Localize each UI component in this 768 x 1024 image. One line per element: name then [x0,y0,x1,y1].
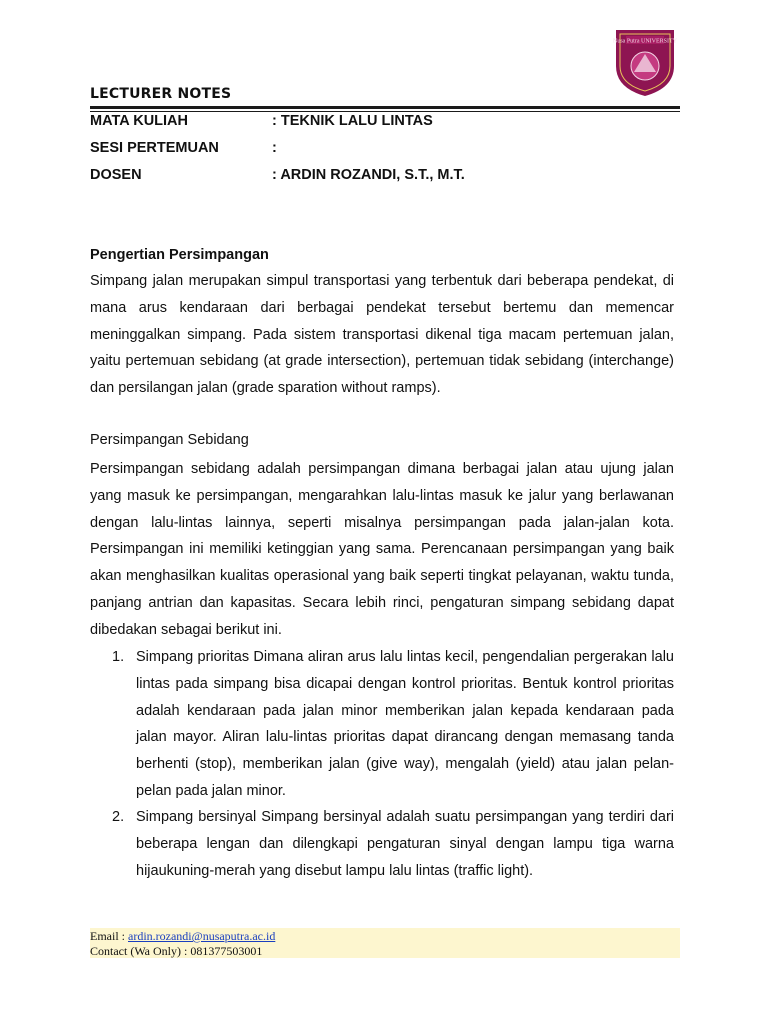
header-divider-thick [90,106,680,109]
university-logo-icon [612,26,678,98]
section-title: Pengertian Persimpangan [90,247,269,263]
paragraph-intro: Simpang jalan merupakan simpul transportasi yang terbentuk dari beberapa pendekat, di mana arus kendaraan dari berbagai pendekat tersebut bertemu dan memencar meninggalkan simpang. Pada sistem transportasi dikenal tiga macam pertemuan jalan, yaitu pertemuan sebidang (at grade intersection), pertemuan tidak sebidang (interchange) dan persilangan jalan (grade sparation without ramps). [90,273,674,397]
list-item [90,644,674,805]
list-text: Simpang bersinyal Simpang bersinyal adalah suatu persimpangan yang terdiri dari beberapa lengan dan dilengkapi pengaturan sinyal dengan lampu tiga warna hijaukuning-merah yang disebut lampu lalu lintas (traffic light). [136,809,674,879]
subheading: Persimpangan Sebidang [90,432,249,448]
email-label: Email : [90,929,128,943]
paragraph-sebidang: Persimpangan sebidang adalah persimpangan dimana berbagai jalan atau ujung jalan yang masuk ke persimpangan, mengarahkan lalu-lintas masuk ke jalur yang berlawanan dengan lalu-lintas lainnya, seperti misalnya persimpangan pada jalan-jalan kota. Persimpangan ini memiliki ketinggian yang sama. Perencanaan persimpangan yang baik akan menghasilkan kualitas operasional yang baik seperti tingkat pelayanan, waktu tunda, panjang antrian dan kapasitas. Secara lebih rinci, pengaturan simpang sebidang dapat dibedakan sebagai berikut ini. [90,461,674,638]
footer-contact: Contact (Wa Only) : 081377503001 [90,943,263,958]
meta-label: DOSEN [90,167,142,183]
list-number: 1. [112,649,125,665]
meta-value: : [272,140,277,156]
document-type-title: LECTURER NOTES [90,86,232,102]
meta-value: : ARDIN ROZANDI, S.T., M.T. [272,167,465,183]
list-text: Simpang prioritas Dimana aliran arus lalu lintas kecil, pengendalian pergerakan lalu lintas pada simpang bisa dicapai dengan kontrol prioritas. Bentuk kontrol prioritas adalah kendaraan pada jalan minor memberikan jalan kepada kendaraan pada jalan mayor. Aliran lalu-lintas prioritas dapat dirancang dengan memasang tanda berhenti (stop), memberikan jalan (give way), mengalah (yield) atau jalan pelan-pelan pada jalan minor. [136,649,674,799]
logo-text: Nusa Putra UNIVERSITY [613,38,677,45]
meta-label: MATA KULIAH [90,113,188,129]
footer-email-line [90,929,680,944]
email-link[interactable]: ardin.rozandi@nusaputra.ac.id [128,929,276,943]
list-number: 2. [112,809,125,825]
meta-value: : TEKNIK LALU LINTAS [272,113,433,129]
meta-label: SESI PERTEMUAN [90,140,219,156]
page-footer [90,928,680,958]
header-divider-thin [90,111,680,112]
list-item [90,804,674,884]
